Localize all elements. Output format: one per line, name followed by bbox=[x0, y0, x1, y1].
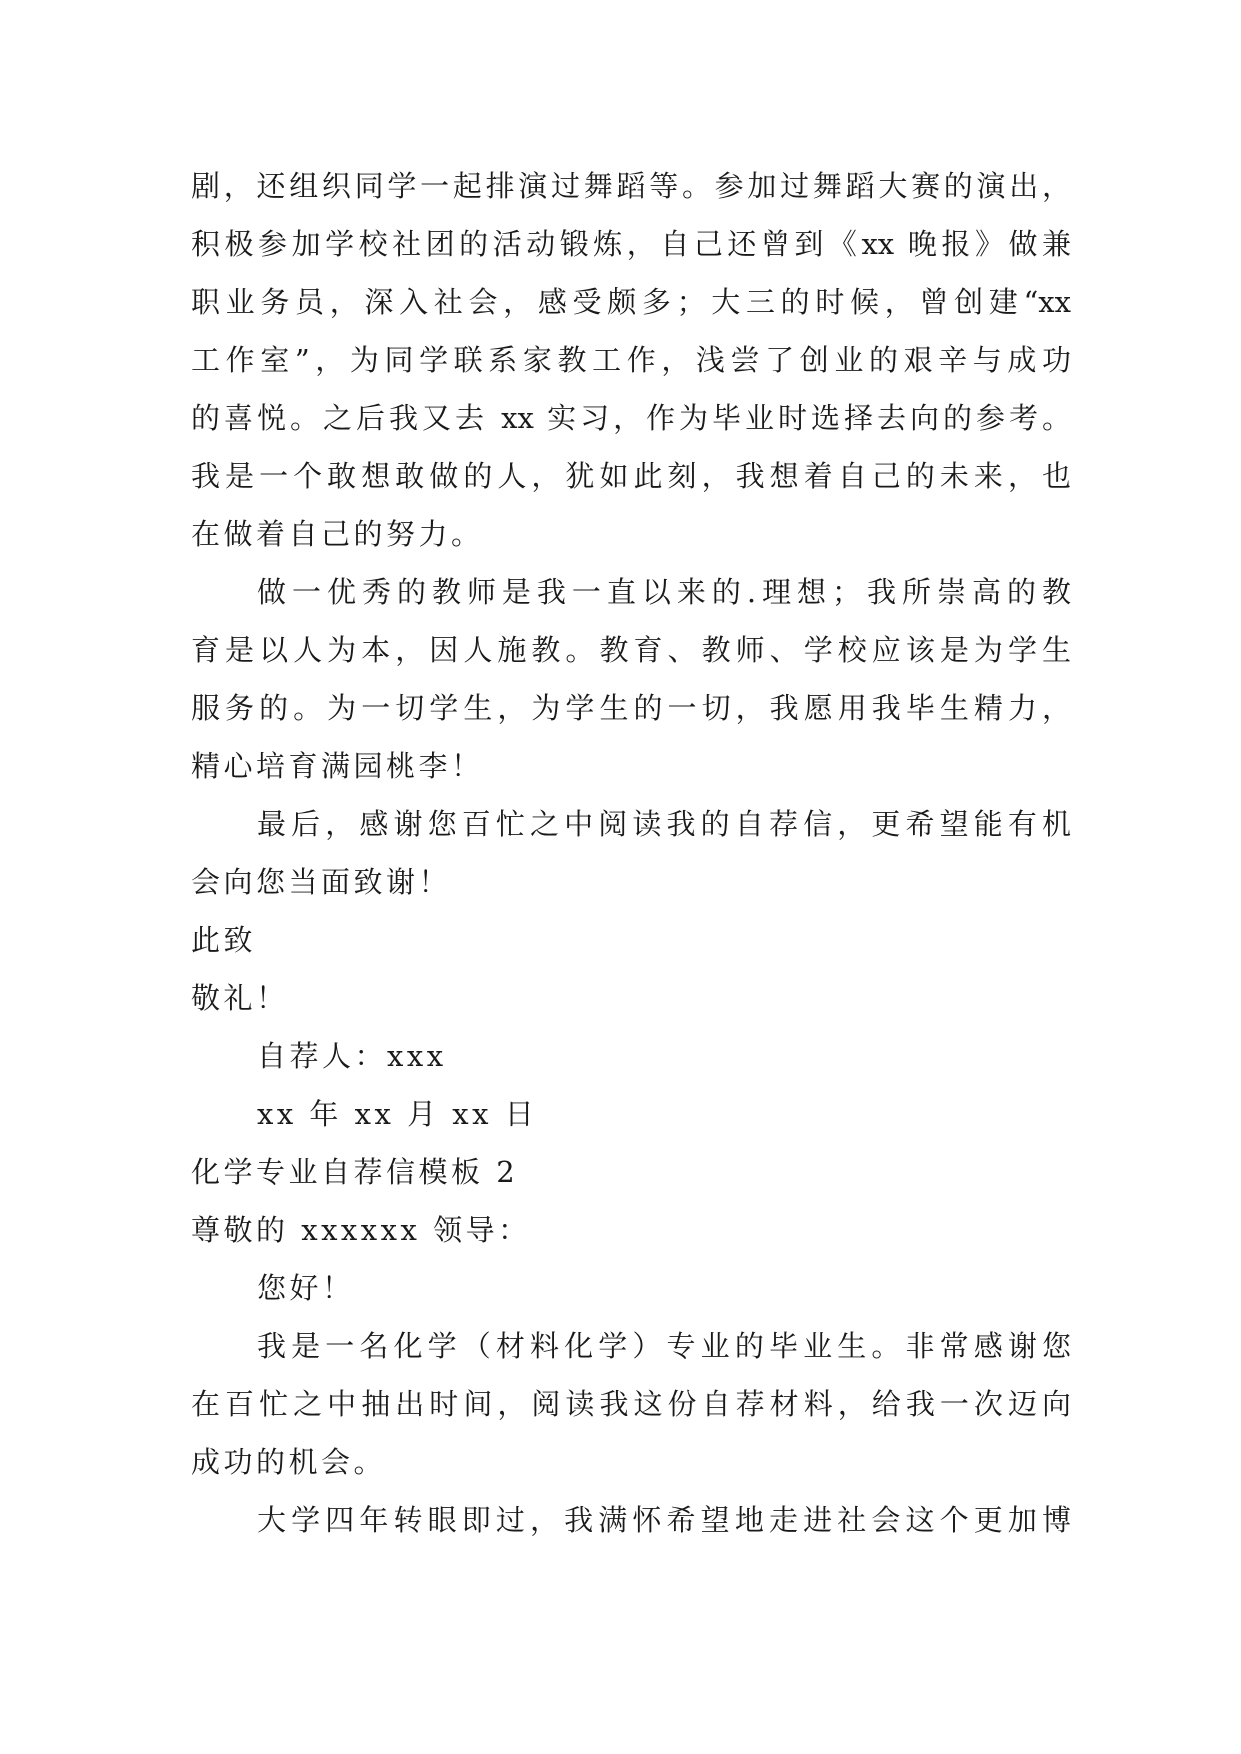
paragraph-line: 在百忙之中抽出时间，阅读我这份自荐材料，给我一次迈向 bbox=[191, 1387, 1071, 1421]
paragraph-line: 会向您当面致谢！ bbox=[191, 865, 452, 899]
letter-hello: 您好！ bbox=[257, 1271, 355, 1305]
paragraph-line: 职业务员，深入社会，感受颇多；大三的时候，曾创建“xx bbox=[191, 285, 1071, 319]
paragraph-line: 大学四年转眼即过，我满怀希望地走进社会这个更加博 bbox=[257, 1503, 1071, 1537]
paragraph-line: 成功的机会。 bbox=[191, 1445, 387, 1479]
letter-greeting: 尊敬的 xxxxxx 领导： bbox=[191, 1213, 531, 1247]
paragraph-line: 最后，感谢您百忙之中阅读我的自荐信，更希望能有机 bbox=[257, 807, 1071, 841]
section-title: 化学专业自荐信模板 2 bbox=[191, 1155, 519, 1189]
signature-date: xx 年 xx 月 xx 日 bbox=[257, 1097, 538, 1131]
paragraph-line: 做一优秀的教师是我一直以来的.理想；我所崇高的教 bbox=[257, 575, 1071, 609]
closing-regards: 敬礼！ bbox=[191, 981, 289, 1015]
paragraph-line: 育是以人为本，因人施教。教育、教师、学校应该是为学生 bbox=[191, 633, 1071, 667]
paragraph-line: 在做着自己的努力。 bbox=[191, 517, 484, 551]
paragraph-line: 剧，还组织同学一起排演过舞蹈等。参加过舞蹈大赛的演出， bbox=[191, 169, 1071, 203]
paragraph-line: 工作室”，为同学联系家教工作，浅尝了创业的艰辛与成功 bbox=[191, 343, 1071, 377]
closing-salutation: 此致 bbox=[191, 923, 257, 957]
signature-name: 自荐人：xxx bbox=[257, 1039, 447, 1073]
paragraph-line: 积极参加学校社团的活动锻炼，自己还曾到《xx 晚报》做兼 bbox=[191, 227, 1071, 261]
paragraph-line: 精心培育满园桃李！ bbox=[191, 749, 484, 783]
paragraph-line: 我是一个敢想敢做的人，犹如此刻，我想着自己的未来，也 bbox=[191, 459, 1071, 493]
paragraph-line: 服务的。为一切学生，为学生的一切，我愿用我毕生精力， bbox=[191, 691, 1071, 725]
paragraph-line: 的喜悦。之后我又去 xx 实习，作为毕业时选择去向的参考。 bbox=[191, 401, 1071, 435]
paragraph-line: 我是一名化学（材料化学）专业的毕业生。非常感谢您 bbox=[257, 1329, 1071, 1363]
